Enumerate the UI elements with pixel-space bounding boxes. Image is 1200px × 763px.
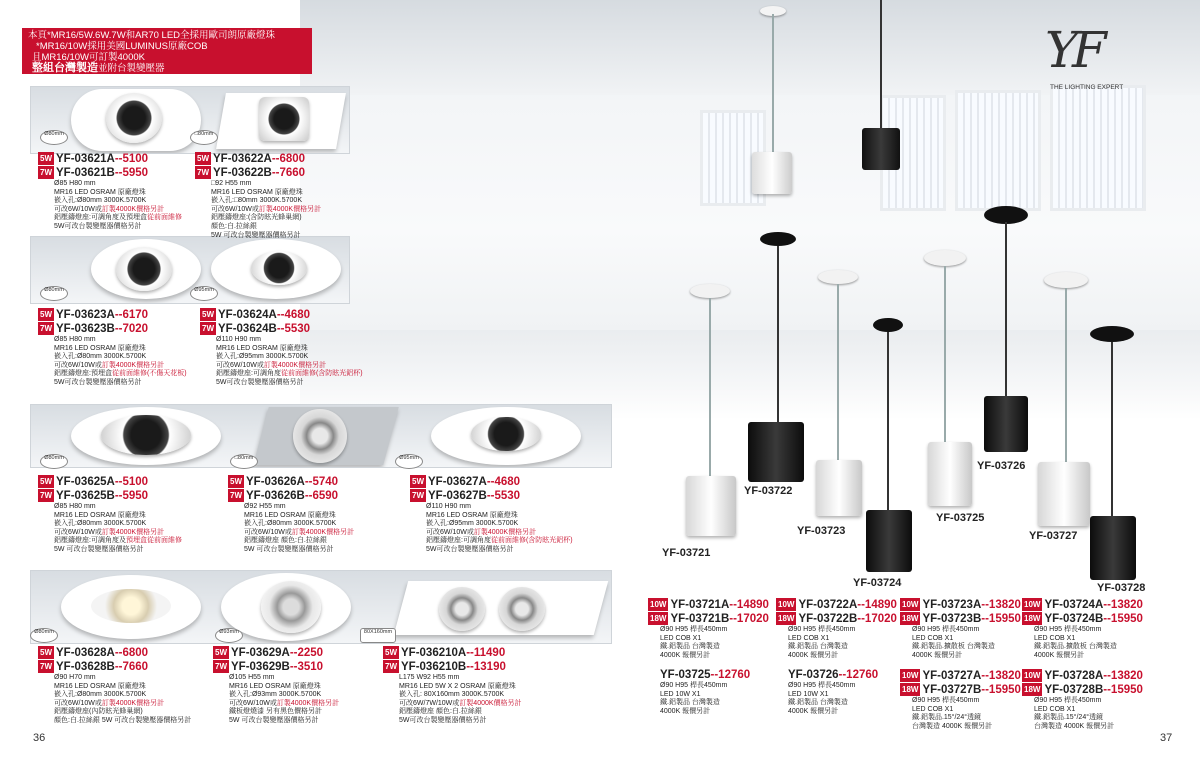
logo-mark: YF [1045, 21, 1101, 79]
model-b: YF-03624B [218, 323, 277, 335]
product-block: 5W YF-03629A--2250 7W YF-03629B--3510 Ø105 H55 mm MR16 LED OSRAM 原廠燈珠 嵌入孔:Ø93mm 3000K.5700K 可改6W/10W或訂製4000K價格另計 鐵板燈燒漆 另有黑色價格另計 5W 可改台製變壓器價格另計 [215, 647, 340, 724]
model-b: YF-03629B [231, 661, 290, 673]
size-badge: Ø80mm [30, 628, 58, 643]
size-badge: Ø93mm [215, 628, 243, 643]
price-b: --6590 [304, 490, 339, 502]
page-number-left: 36 [33, 732, 46, 744]
banner-line: 本頁*MR16/5W.6W.7W和AR70 LED全採用歐司朗原廠燈珠 [28, 30, 276, 41]
pendant-lamp [1090, 516, 1136, 580]
product-block: 5W YF-03621A--5100 7W YF-03621B--5950 Ø85 H80 mm MR16 LED OSRAM 原廠燈珠 嵌入孔:Ø80mm 3000K.5700K 可改6W/10W或訂製4000K價格另計 鋁壓鑄燈座:可調角度及預埋盒從前面維修 5W可改台製變壓器價格另計 [40, 153, 182, 230]
price-b: --7660 [114, 661, 149, 673]
pendant-lamp [866, 510, 912, 572]
product-block: 5W YF-036210A--11490 7W YF-036210B--13190 L175 W92 H55 mm MR16 LED 5W X 2 OSRAM 原廠燈珠 嵌入孔: 80X160mm 3000K.5700K 可改6W/7W/10W或訂製4000K價格另計 鋁壓鑄燈座 顏色:白.拉絲銀 5W可改台製變壓器價格另計 [385, 647, 522, 724]
size-badge: □80mm [190, 130, 218, 145]
model-a: YF-03627A [428, 476, 487, 488]
pendant-lamp [816, 460, 862, 516]
product-block: 5W YF-03622A--6800 7W YF-03622B--7660 □92 H55 mm MR16 LED OSRAM 原廠燈珠 嵌入孔:□80mm 3000K.5700K 可改6W/10W或訂製4000K價格另計 鋁壓鑄燈座:(含防眩光蜂巢網) 顏色:白.拉絲銀 5W 可改台製變壓器價格另計 [197, 153, 322, 239]
price-a: --5100 [114, 476, 149, 488]
banner-line: *MR16/10W採用美國LUMINUS原廠COB [36, 41, 208, 52]
model-b: YF-03622B [213, 167, 272, 179]
pendant-label: YF-03726 [977, 460, 1026, 472]
price-b: --5950 [114, 490, 149, 502]
size-badge: Ø80mm [40, 454, 68, 469]
size-badge: Ø95mm [395, 454, 423, 469]
pendant-label: YF-03724 [853, 577, 902, 589]
size-badge: Ø95mm [190, 286, 218, 301]
product-block: 5W YF-03626A--5740 7W YF-03626B--6590 Ø92 H55 mm MR16 LED OSRAM 原廠燈珠 嵌入孔:Ø80mm 3000K.5700K 可改6W/10W或訂製4000K價格另計 鋁壓鑄燈座 顏色:白.拉絲銀 5W 可改台製變壓器價格另計 [230, 476, 355, 553]
price-a: --5740 [304, 476, 339, 488]
price-a: --6800 [271, 153, 306, 165]
pendant-lamp [748, 422, 804, 482]
pendant-lamp [752, 152, 792, 194]
banner-line-small: 並附台製變壓器 [98, 63, 165, 74]
product-block: 10W YF-03722A--14890 18W YF-03722B--17020 Ø90 H95 桿長450mm LED COB X1 鐵.鋁製品 台灣製造 4000K 報價另計 [778, 599, 897, 659]
pendant-label: YF-03727 [1029, 530, 1078, 542]
product-block: 10W YF-03721A--14890 18W YF-03721B--17020 Ø90 H95 桿長450mm LED COB X1 鐵.鋁製品 台灣製造 4000K 報價另計 [650, 599, 769, 659]
product-block: 5W YF-03624A--4680 7W YF-03624B--5530 Ø110 H90 mm MR16 LED OSRAM 原廠燈珠 嵌入孔:Ø95mm 3000K.5700K 可改6W/10W或訂製4000K價格另計 鋁壓鑄燈座:可調角度從前面維修(含防眩光鋁杯) 5W可改台製變壓器價格另計 [202, 309, 363, 386]
pendant-label: YF-03721 [662, 547, 711, 559]
pendant-label: YF-03725 [936, 512, 985, 524]
price-a: --11490 [466, 647, 506, 659]
product-block: 10W YF-03723A--13820 18W YF-03723B--15950 Ø90 H95 桿長450mm LED COB X1 鐵.鋁製品.擴散板 台灣製造 4000K 報價另計 [902, 599, 1021, 659]
pendant-lamp [862, 128, 900, 170]
product-block: 5W YF-03623A--6170 7W YF-03623B--7020 Ø85 H80 mm MR16 LED OSRAM 原廠燈珠 嵌入孔:Ø80mm 3000K.5700K 可改6W/10W或訂製4000K價格另計 鋁壓鑄燈座:預埋盒從前面維修(不傷天花板) 5W可改台製變壓器價格另計 [40, 309, 187, 386]
price-b: --5950 [114, 167, 149, 179]
model-b: YF-03627B [428, 490, 487, 502]
logo-tagline: THE LIGHTING EXPERT [1050, 84, 1124, 91]
product-block: 10W YF-03727A--13820 18W YF-03727B--15950 Ø90 H95 桿長450mm LED COB X1 鐵.鋁製品.15°/24°透鏡 台灣製造 4000K 報價另計 [902, 670, 1021, 730]
size-badge: 80X160mm [360, 628, 396, 643]
price-a: --4680 [276, 309, 311, 321]
model-a: YF-03626A [246, 476, 305, 488]
model-b: YF-036210B [401, 661, 467, 673]
pendant-label: YF-03728 [1097, 582, 1146, 594]
pendant-lamp [984, 396, 1028, 452]
product-block: 10W YF-03728A--13820 18W YF-03728B--15950 Ø90 H95 桿長450mm LED COB X1 鐵.鋁製品.15°/24°透鏡 台灣製造 4000K 報價另計 [1024, 670, 1143, 730]
model-b: YF-03625B [56, 490, 115, 502]
size-badge: Ø80mm [40, 130, 68, 145]
price-a: --6800 [114, 647, 149, 659]
model-a: YF-03628A [56, 647, 115, 659]
model-a: YF-036210A [401, 647, 467, 659]
pendant-label: YF-03723 [797, 525, 846, 537]
model-b: YF-03623B [56, 323, 115, 335]
price-a: --2250 [289, 647, 324, 659]
banner-line: 且MR16/10W可訂製4000K [32, 52, 145, 63]
price-b: --5530 [486, 490, 521, 502]
price-b: --5530 [276, 323, 311, 335]
price-a: --4680 [486, 476, 521, 488]
model-a: YF-03625A [56, 476, 115, 488]
product-block: 10W YF-03724A--13820 18W YF-03724B--15950 Ø90 H95 桿長450mm LED COB X1 鐵.鋁製品.擴散板 台灣製造 4000K 報價另計 [1024, 599, 1143, 659]
size-badge: Ø80mm [40, 286, 68, 301]
banner-line-big: 整組台灣製造 [32, 62, 98, 74]
product-block: 5W YF-03625A--5100 7W YF-03625B--5950 Ø85 H80 mm MR16 LED OSRAM 原廠燈珠 嵌入孔:Ø80mm 3000K.5700K 可改6W/10W或訂製4000K價格另計 鋁壓鑄燈座:可調角度及預埋盒從前面維修 5W 可改台製變壓器價格另計 [40, 476, 182, 553]
product-block: 5W YF-03627A--4680 7W YF-03627B--5530 Ø110 H90 mm MR16 LED OSRAM 原廠燈珠 嵌入孔:Ø95mm 3000K.5700K 可改6W/10W或訂製4000K價格另計 鋁壓鑄燈座:可調角度從前面維修(含防眩光鋁杯) 5W可改台製變壓器價格另計 [412, 476, 573, 553]
model-a: YF-03629A [231, 647, 290, 659]
price-a: --5100 [114, 153, 149, 165]
model-a: YF-03622A [213, 153, 272, 165]
product-block: YF-03725--12760 Ø90 H95 桿長450mm LED 10W X1 鐵.鋁製品 台灣製造 4000K 報價另計 [660, 669, 751, 715]
product-block: 5W YF-03628A--6800 7W YF-03628B--7660 Ø90 H70 mm MR16 LED OSRAM 原廠燈珠 嵌入孔:Ø80mm 3000K.5700K 可改6W/10W或訂製4000K價格另計 鋁壓鑄燈座(內防眩光蜂巢網) 顏色:白.拉絲銀 5W 可改台製變壓器價格另計 [40, 647, 192, 724]
model-a: YF-03623A [56, 309, 115, 321]
page-number-right: 37 [1160, 732, 1173, 744]
price-a: --6170 [114, 309, 149, 321]
model-a: YF-03624A [218, 309, 277, 321]
pendant-lamp [928, 442, 972, 506]
model-b: YF-03621B [56, 167, 115, 179]
model-b: YF-03626B [246, 490, 305, 502]
size-badge: □80mm [230, 454, 258, 469]
model-b: YF-03628B [56, 661, 115, 673]
pendant-lamp [1038, 462, 1090, 526]
product-block: YF-03726--12760 Ø90 H95 桿長450mm LED 10W X1 鐵.鋁製品 台灣製造 4000K 報價另計 [788, 669, 879, 715]
price-b: --3510 [289, 661, 324, 673]
price-b: --7660 [271, 167, 306, 179]
price-b: --13190 [466, 661, 506, 673]
pendant-lamp [686, 476, 736, 536]
pendant-label: YF-03722 [744, 485, 793, 497]
price-b: --7020 [114, 323, 149, 335]
model-a: YF-03621A [56, 153, 115, 165]
